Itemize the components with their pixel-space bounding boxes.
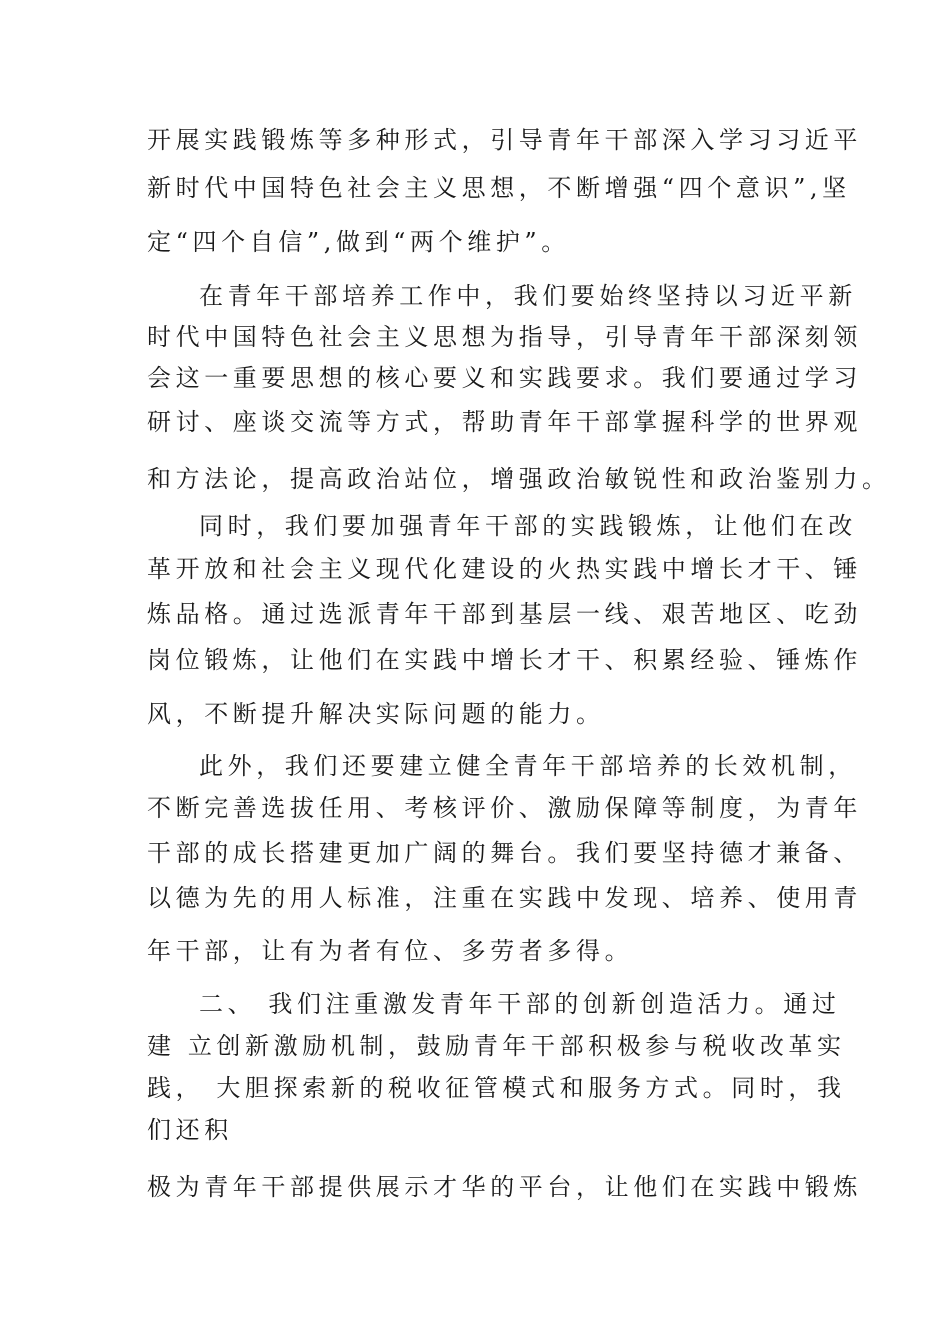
text-line: 研讨、座谈交流等方式，帮助青年干部掌握科学的世界观 — [147, 408, 862, 436]
text-line: 风，不断提升解决实际问题的能力。 — [147, 700, 605, 728]
text-line: 极为青年干部提供展示才华的平台，让他们在实践中锻炼 — [147, 1173, 862, 1201]
paragraph-first-line: 同时，我们要加强青年干部的实践锻炼，让他们在改 — [199, 512, 857, 540]
text-line: 们还积 — [147, 1116, 233, 1144]
text-line: 新时代中国特色社会主义思想，不断增强“四个意识”,坚 — [147, 174, 851, 202]
text-line: 践， 大胆探索新的税收征管模式和服务方式。同时，我 — [147, 1074, 846, 1102]
text-line: 定“四个自信”,做到“两个维护”。 — [147, 228, 570, 256]
text-line: 会这一重要思想的核心要义和实践要求。我们要通过学习 — [147, 364, 862, 392]
text-line: 和方法论，提高政治站位，增强政治敏锐性和政治鉴别力。 — [147, 465, 891, 493]
text-line: 时代中国特色社会主义思想为指导，引导青年干部深刻领 — [147, 323, 862, 351]
text-line: 革开放和社会主义现代化建设的火热实践中增长才干、锤 — [147, 555, 862, 583]
text-line: 建 立创新激励机制，鼓励青年干部积极参与税收改革实 — [147, 1032, 846, 1060]
text-line: 年干部，让有为者有位、多劳者多得。 — [147, 937, 634, 965]
text-line: 岗位锻炼，让他们在实践中增长才干、积累经验、锤炼作 — [147, 646, 862, 674]
text-line: 以德为先的用人标准，注重在实践中发现、培养、使用青 — [147, 884, 862, 912]
paragraph-first-line: 此外，我们还要建立健全青年干部培养的长效机制， — [199, 752, 857, 780]
text-line: 干部的成长搭建更加广阔的舞台。我们要坚持德才兼备、 — [147, 839, 862, 867]
text-line: 炼品格。通过选派青年干部到基层一线、艰苦地区、吃劲 — [147, 600, 862, 628]
section-heading-line: 二、 我们注重激发青年干部的创新创造活力。通过 — [199, 990, 841, 1018]
text-line: 不断完善选拔任用、考核评价、激励保障等制度，为青年 — [147, 794, 862, 822]
paragraph-first-line: 在青年干部培养工作中，我们要始终坚持以习近平新 — [199, 282, 857, 310]
text-line: 开展实践锻炼等多种形式，引导青年干部深入学习习近平 — [147, 126, 862, 154]
